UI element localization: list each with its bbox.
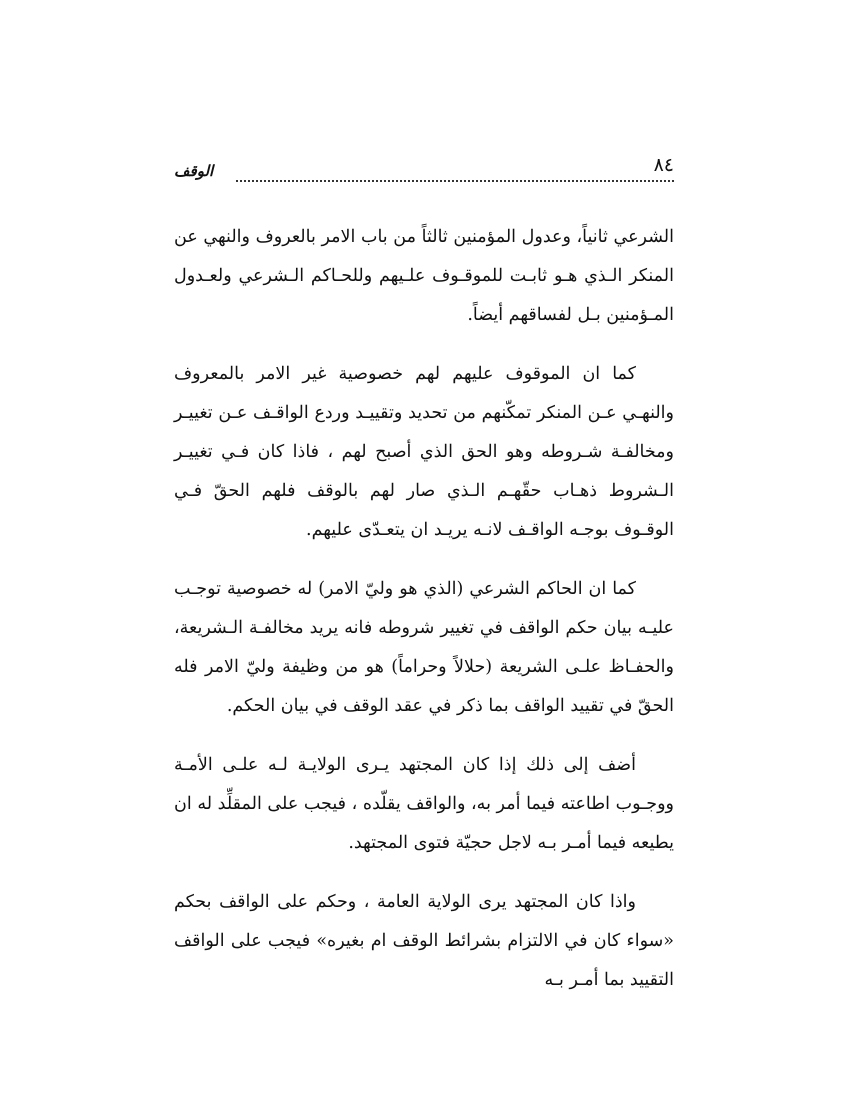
paragraph-2: كما ان الموقوف عليهم لهم خصوصية غير الامر بالمعروف والنهـي عـن المنكر تمكّنهم من تحديد وتقييـد وردع الواقـف عـن تغييـر ومخالفـة شـروطه وهو الحق الذي أصبح لهم ، فاذا كان فـي تغييـر الـشروط ذهـاب حقّهـم الـذي صار لهم بالوقف فلهم الحقّ فـي الوقـوف بوجـه الواقـف لانـه يريـد ان يتعـدّى عليهم.: [174, 364, 674, 540]
body-text: [174, 218, 674, 1000]
book-page: [174, 150, 674, 1020]
header-dotted-rule: [236, 180, 674, 182]
paragraph-5: واذا كان المجتهد يرى الولاية العامة ، وحكم على الواقف بحكم «سواء كان في الالتزام بشرائط الوقف ام بغيره» فيجب على الواقف التقييد بما أمـر بـه: [174, 892, 674, 990]
paragraph-4: أضف إلى ذلك إذا كان المجتهد يـرى الولايـة لـه علـى الأمـة ووجـوب اطاعته فيما أمر به، والواقف يقلّده ، فيجب على المقلِّد له ان يطيعه فيما أمـر بـه لاجل حجيّة فتوى المجتهد.: [174, 755, 674, 853]
paragraph-3: كما ان الحاكم الشرعي (الذي هو وليّ الامر) له خصوصية توجـب عليـه بيان حكم الواقف في تغيير شروطه فانه يريد مخالفـة الـشريعة، والحفـاظ علـى الشريعة (حلالاً وحراماً) هو من وظيفة وليّ الامر فله الحقّ في تقييد الواقف بما ذكر في عقد الوقف في بيان الحكم.: [174, 579, 674, 716]
running-header: [174, 150, 674, 184]
page-number: ٨٤: [653, 154, 674, 176]
paragraph-1: الشرعي ثانياً، وعدول المؤمنين ثالثاً من باب الامر بالعروف والنهي عن المنكر الـذي هـو ثابـت للموقـوف علـيهم وللحـاكم الـشرعي ولعـدول المـؤمنين بـل لفساقهم أيضاً.: [174, 227, 674, 325]
running-title: الوقف: [174, 162, 214, 180]
